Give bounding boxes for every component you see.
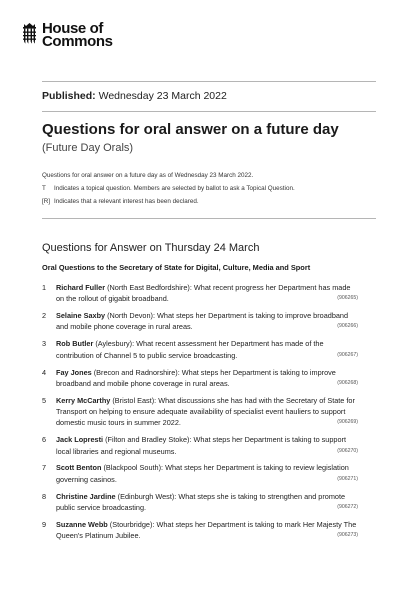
question-item [42, 519, 358, 542]
divider-intro [42, 218, 376, 219]
question-ref: (906266) [337, 323, 358, 330]
legend-topical [42, 183, 295, 196]
question-mp: Rob Butler [56, 339, 94, 349]
question-number: 9 [42, 519, 47, 529]
question-text: What steps her Department is taking to mark Her Majesty The Queen's Platinum Jubilee. [56, 519, 357, 541]
question-constituency: (Edinburgh West): [117, 491, 177, 501]
published-label: Published: [42, 90, 96, 102]
question-text: What steps her Department is taking to improve broadband and mobile phone coverage in rural areas. [56, 367, 336, 388]
question-text: What steps she is taking to strengthen and promote public service broadcasting. [56, 491, 346, 512]
question-number: 8 [42, 491, 47, 501]
page-subtitle: (Future Day Orals) [42, 142, 134, 154]
question-constituency: (Filton and Bradley Stoke): [105, 435, 192, 445]
question-ref: (906271) [337, 475, 358, 482]
questions-list [42, 282, 358, 547]
question-number: 6 [42, 435, 47, 445]
question-number: 7 [42, 463, 47, 473]
question-mp: Jack Lopresti [56, 435, 104, 445]
published-line [42, 90, 227, 102]
question-item [42, 491, 358, 514]
question-item [42, 395, 358, 429]
question-constituency: (Bristol East): [112, 395, 157, 405]
question-ref: (906272) [337, 503, 358, 510]
question-item [42, 282, 358, 305]
question-mp: Fay Jones [56, 367, 92, 377]
intro-line: Questions for oral answer on a future day as of Wednesday 23 March 2022. [42, 172, 254, 179]
question-ref: (906273) [337, 532, 358, 539]
portcullis-icon [21, 22, 38, 44]
page-title: Questions for oral answer on a future day [42, 121, 339, 138]
question-ref: (906265) [337, 295, 358, 302]
legend-symbol: T [42, 184, 46, 192]
question-text: What steps her Department is taking to review legislation governing casinos. [56, 463, 349, 484]
question-item [42, 434, 358, 457]
question-ref: (906268) [337, 379, 358, 386]
question-number: 2 [42, 311, 47, 321]
question-constituency: (Brecon and Radnorshire): [93, 367, 180, 377]
legend-symbol: [R] [42, 197, 51, 205]
divider-published [42, 111, 376, 112]
question-mp: Scott Benton [56, 463, 102, 473]
legend-text: Indicates that a relevant interest has been declared. [54, 197, 199, 205]
section-subtitle: Oral Questions to the Secretary of State for Digital, Culture, Media and Sport [42, 263, 311, 272]
divider-top [42, 81, 376, 82]
question-item [42, 338, 358, 361]
question-number: 5 [42, 395, 47, 405]
question-mp: Selaine Saxby [56, 311, 106, 321]
question-mp: Kerry McCarthy [56, 395, 111, 405]
question-mp: Christine Jardine [56, 491, 116, 501]
logo-line-2: Commons [42, 33, 113, 50]
question-item [42, 367, 358, 390]
question-constituency: (North East Bedfordshire): [107, 283, 192, 292]
logo-line-1: House of [42, 20, 103, 37]
question-item [42, 462, 358, 485]
question-number: 1 [42, 283, 47, 292]
logo-wordmark [42, 22, 113, 48]
question-ref: (906269) [337, 419, 358, 426]
intro-block [42, 170, 295, 208]
question-text: What recent progress her Department has made on the rollout of gigabit broadband. [56, 283, 351, 304]
section-title: Questions for Answer on Thursday 24 March [42, 242, 260, 254]
question-number: 4 [42, 367, 47, 377]
legend-text: Indicates a topical question. Members are selected by ballot to ask a Topical Question. [54, 184, 295, 192]
question-constituency: (Stourbridge): [109, 519, 155, 529]
question-number: 3 [42, 339, 47, 349]
question-ref: (906270) [337, 447, 358, 454]
question-text: What steps her Department is taking to support local libraries and regional museums. [56, 435, 346, 456]
question-item [42, 310, 358, 333]
question-constituency: (Aylesbury): [95, 339, 135, 349]
house-of-commons-logo [21, 22, 113, 48]
question-ref: (906267) [337, 351, 358, 358]
question-constituency: (Blackpool South): [103, 463, 164, 473]
question-text: What discussions she has had with the Secretary of State for Transport on helping to ensure adequate availability of specialist event hauliers to support domestic music tours in summer 2022. [56, 395, 355, 428]
question-constituency: (North Devon): [107, 311, 155, 321]
question-mp: Suzanne Webb [56, 519, 108, 529]
question-mp: Richard Fuller [56, 283, 106, 292]
question-text: What recent assessment her Department has made of the contribution of Channel 5 to public service broadcasting. [56, 339, 324, 360]
published-date: Wednesday 23 March 2022 [98, 90, 227, 102]
legend-interest [42, 196, 295, 209]
question-text: What steps her Department is taking to improve broadband and mobile phone coverage in rural areas. [56, 311, 349, 332]
